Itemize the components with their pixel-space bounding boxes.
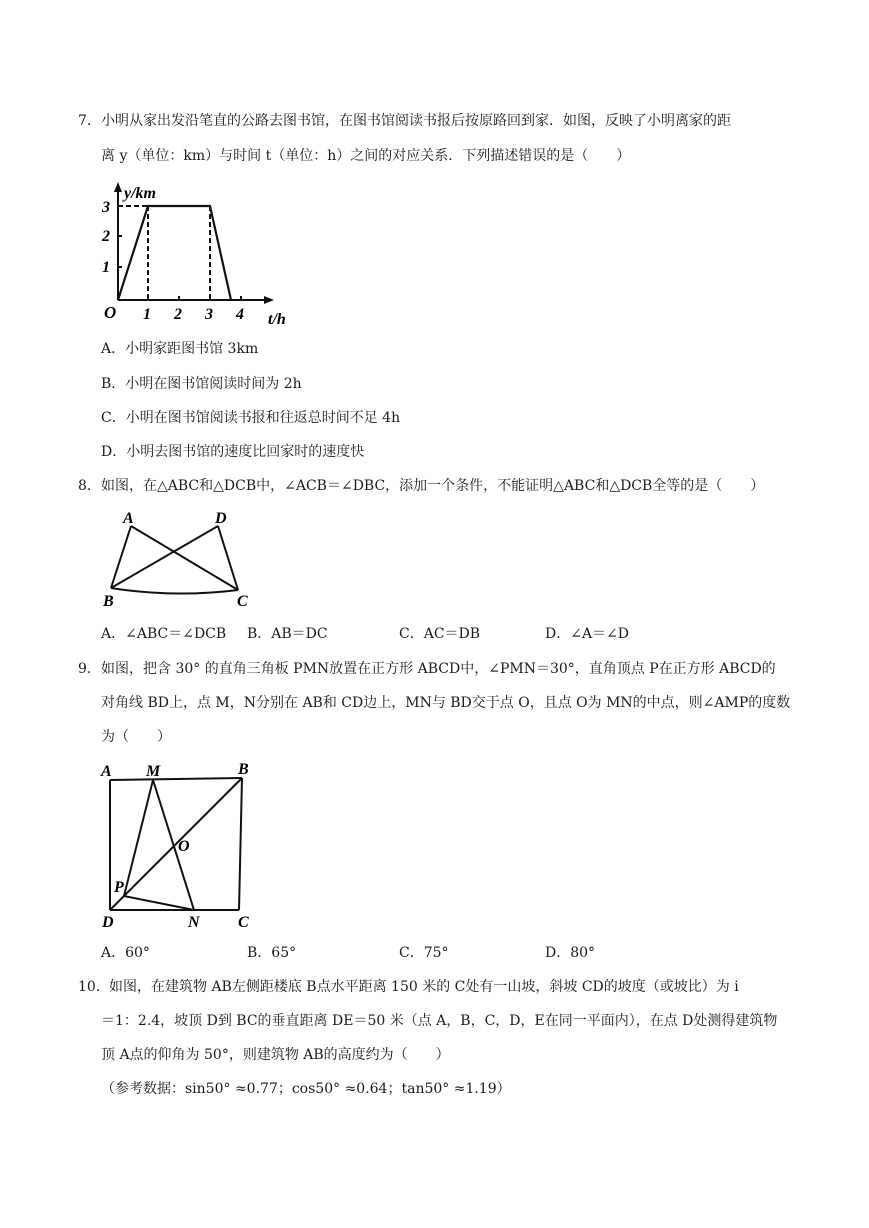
label-c: C — [238, 914, 249, 931]
q7-option-b: B．小明在图书馆阅读时间为 2h — [101, 376, 302, 392]
q7-distance-time-graph — [98, 178, 308, 328]
q10-number: 10. — [78, 979, 101, 995]
q9-stem-line1: 如图，把含 30° 的直角三角板 PMN放置在正方形 ABCD中，∠PMN＝30°，直角顶点 P在正方形 ABCD的 — [101, 661, 776, 677]
label-d: D — [102, 914, 114, 931]
y-axis-label: y/km — [124, 185, 156, 202]
label-m: M — [146, 763, 161, 780]
q7-option-c: C．小明在图书馆阅读书报和往返总时间不足 4h — [101, 410, 401, 426]
label-a: A — [101, 763, 112, 780]
q8-option-b: B．AB＝DC — [247, 626, 328, 642]
q9-square-figure — [98, 760, 263, 932]
label-p: P — [114, 879, 124, 896]
q10-stem-line2: ＝1：2.4，坡顶 D到 BC的垂直距离 DE＝50 米（点 A，B，C，D，E在同一平面内），在点 D处测得建筑物 — [101, 1013, 778, 1029]
x-tick-4: 4 — [236, 306, 244, 323]
q7-option-a: A．小明家距图书馆 3km — [101, 341, 259, 357]
label-n: N — [188, 914, 200, 931]
q10-reference-data: （参考数据：sin50° ≈0.77；cos50° ≈0.64；tan50° ≈1.19） — [101, 1081, 511, 1097]
q9-option-b: B．65° — [247, 945, 297, 961]
x-axis-label: t/h — [268, 311, 286, 328]
x-tick-2: 2 — [174, 306, 182, 323]
label-b: B — [238, 761, 249, 778]
x-tick-1: 1 — [143, 306, 151, 323]
q8-option-d: D．∠A＝∠D — [545, 626, 630, 642]
q7-stem-line2: 离 y（单位：km）与时间 t（单位：h）之间的对应关系．下列描述错误的是（ ） — [101, 148, 631, 164]
label-o: O — [178, 838, 190, 855]
q7-number: 7. — [78, 113, 92, 129]
q8-option-a: A．∠ABC＝∠DCB — [101, 626, 227, 642]
y-tick-1: 1 — [102, 259, 110, 276]
q9-option-a: A．60° — [101, 945, 150, 961]
q8-number: 8. — [78, 478, 92, 494]
label-c: C — [237, 593, 248, 610]
q9-option-c: C．75° — [399, 945, 449, 961]
q7-stem-line1: 小明从家出发沿笔直的公路去图书馆，在图书馆阅读书报后按原路回到家．如图，反映了小明离家的距 — [101, 113, 731, 129]
y-tick-3: 3 — [102, 199, 110, 216]
label-b: B — [103, 593, 114, 610]
q8-stem-line1: 如图，在△ABC和△DCB中，∠ACB＝∠DBC，添加一个条件，不能证明△ABC和△DCB全等的是（ ） — [101, 478, 765, 494]
q9-stem-line2: 对角线 BD上，点 M，N分别在 AB和 CD边上，MN与 BD交于点 O，且点 O为 MN的中点，则∠AMP的度数 — [101, 695, 791, 711]
x-tick-3: 3 — [205, 306, 213, 323]
y-tick-2: 2 — [102, 228, 110, 245]
q10-stem-line1: 如图，在建筑物 AB左侧距楼底 B点水平距离 150 米的 C处有一山坡，斜坡 CD的坡度（或坡比）为 i — [109, 979, 739, 995]
origin-label: O — [104, 303, 117, 322]
label-a: A — [123, 510, 134, 527]
q8-option-c: C．AC＝DB — [399, 626, 481, 642]
q7-option-d: D．小明去图书馆的速度比回家时的速度快 — [101, 444, 365, 460]
q9-option-d: D．80° — [545, 945, 596, 961]
q10-stem-line3: 顶 A点的仰角为 50°，则建筑物 AB的高度约为（ ） — [101, 1047, 450, 1063]
q8-triangle-figure — [98, 508, 268, 612]
q9-stem-line3: 为（ ） — [101, 729, 171, 745]
label-d: D — [215, 510, 227, 527]
q9-number: 9. — [78, 661, 92, 677]
